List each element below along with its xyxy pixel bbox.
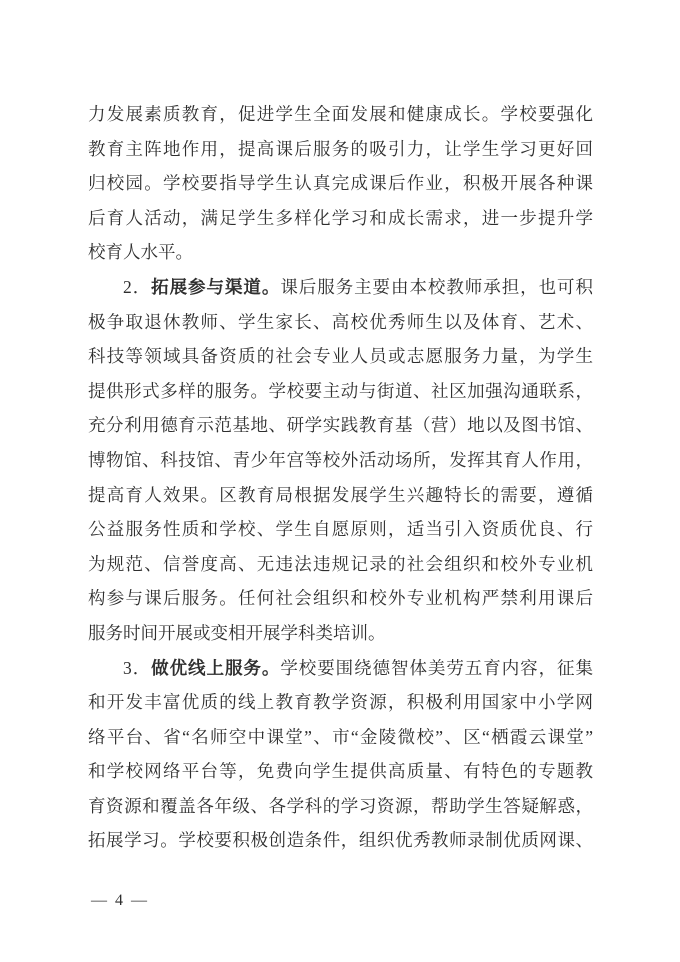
text-line: 拓展学习。学校要积极创造条件，组织优秀教师录制优质网课、: [88, 830, 593, 851]
text-line-item-2: 2．拓展参与渠道。课后服务主要由本校教师承担，也可积: [123, 276, 594, 297]
page-number: — 4 —: [91, 892, 149, 909]
text-line: 提高育人效果。区教育局根据发展学生兴趣特长的需要，遵循: [88, 484, 593, 505]
text-line: 络平台、省“名师空中课堂”、市“金陵微校”、区“栖霞云课堂”: [88, 726, 593, 747]
item-heading: 拓展参与渠道。: [151, 276, 281, 297]
item-number: 2．: [123, 276, 152, 297]
document-body-text: [88, 97, 593, 858]
text-line: 和学校网络平台等，免费向学生提供高质量、有特色的专题教: [88, 761, 593, 782]
text-line: 后育人活动，满足学生多样化学习和成长需求，进一步提升学: [88, 207, 593, 228]
text-line: 公益服务性质和学校、学生自愿原则，适当引入资质优良、行: [88, 519, 593, 540]
text-line: 育资源和覆盖各年级、各学科的学习资源，帮助学生答疑解惑，: [88, 795, 593, 816]
text-line: 服务时间开展或变相开展学科类培训。: [88, 622, 386, 643]
text-line: 极争取退休教师、学生家长、高校优秀师生以及体育、艺术、: [88, 311, 593, 332]
text-line: 构参与课后服务。任何社会组织和校外专业机构严禁利用课后: [88, 588, 593, 609]
text-line: 充分利用德育示范基地、研学实践教育基（营）地以及图书馆、: [88, 415, 593, 436]
text-line: 校育人水平。: [88, 242, 193, 263]
text-line: 归校园。学校要指导学生认真完成课后作业，积极开展各种课: [88, 173, 593, 194]
text-line: 提供形式多样的服务。学校要主动与街道、社区加强沟通联系，: [88, 380, 593, 401]
text-line: 力发展素质教育，促进学生全面发展和健康成长。学校要强化: [88, 104, 593, 124]
text-line-item-3: 3．做优线上服务。学校要围绕德智体美劳五育内容，征集: [123, 657, 594, 678]
item-number: 3．: [123, 657, 152, 678]
text-line: 博物馆、科技馆、青少年宫等校外活动场所，发挥其育人作用，: [88, 449, 593, 470]
text-line: 为规范、信誉度高、无违法违规记录的社会组织和校外专业机: [88, 553, 593, 574]
text-line: 和开发丰富优质的线上教育教学资源，积极利用国家中小学网: [88, 692, 593, 713]
text-line: 科技等领域具备资质的社会专业人员或志愿服务力量，为学生: [88, 346, 593, 367]
text-line: 教育主阵地作用，提高课后服务的吸引力，让学生学习更好回: [88, 138, 593, 159]
item-heading: 做优线上服务。: [151, 657, 281, 678]
